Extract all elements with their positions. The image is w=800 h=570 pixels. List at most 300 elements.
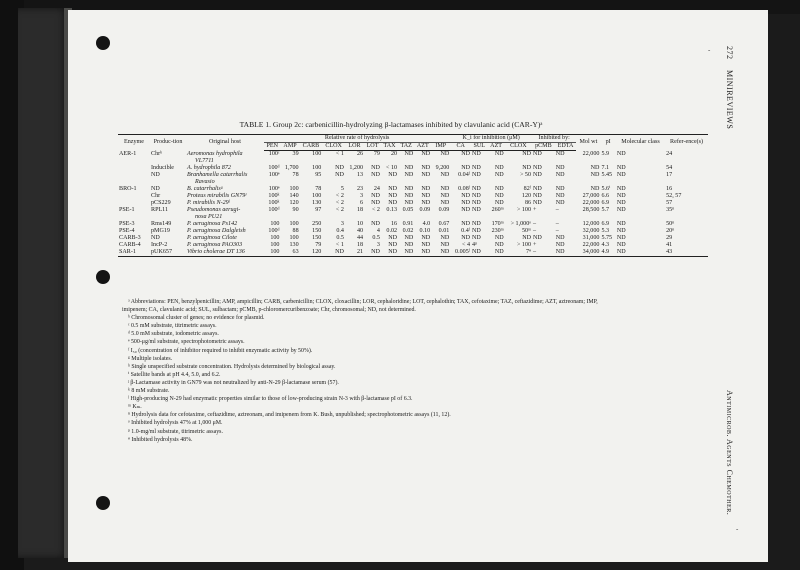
cell-edta: ND [555,171,565,178]
cell-lor: 3 [360,192,364,199]
footnote: ᶜ 0.5 mM substrate, titrimetric assays. [128,323,217,330]
cell-kazt: ND [494,199,504,206]
cell-kazt: ND [488,249,505,257]
cell-kclox: > 100 [516,241,532,248]
cell-prod: pMG19 [151,227,170,234]
col-host: Original host [186,135,264,151]
cell-clox: < 1 [335,241,344,248]
cell-pen: 100 [270,241,280,248]
cell-ca: ND [461,206,471,213]
cell-ca: 0.005ᶠ [450,249,471,257]
host-name: P. mirabilis N-29ˡ [187,199,230,206]
cell-azt: ND [421,151,431,157]
cell-host [186,172,264,186]
cell-ref: 17 [666,171,673,178]
cell-pi: 5.9 [601,150,610,157]
cell-taz: 0.02 [402,227,414,234]
cell-carb: 95 [315,171,322,178]
col-references: Refer-ence(s) [665,135,708,151]
cell-amp: 1,700 [284,164,299,171]
cell-enzyme: BRO-1 [119,185,137,192]
cell-amp: 39 [292,151,299,157]
cell-azt: ND [421,199,431,206]
cell-kazt: ND [494,171,504,178]
cell-kazt: ND [494,192,504,199]
cell-pi: 4.3 [601,241,610,248]
cell-pi: 6.6 [601,192,610,199]
cell-mw: 12,000 [582,220,600,227]
cell-clox: 5 [340,185,344,192]
cell-enzyme: AER-1 [119,150,137,157]
cell-clox: 0.4 [336,227,344,234]
cell-mw: 28,500 [582,206,600,213]
cell-ca: ND [461,164,471,171]
cell-pcmb: + [533,241,537,248]
cell-enzyme [118,172,150,186]
cell-enzyme [118,193,150,200]
cell-pcmb: ND [533,199,542,206]
cell-pi: 5.3 [601,227,610,234]
cell-ca: ND [461,151,471,157]
cell-ref: 57 [666,199,673,206]
cell-host [186,186,264,193]
host-name: B. catarrhalisᵍ [187,185,223,192]
cell-cls: ND [616,249,665,257]
table-row [118,242,708,249]
cell-ca: 0.04ᶠ [458,171,471,178]
cell-taz: 0.05 [402,206,414,213]
cell-clox: < 2 [335,199,344,206]
cell-taz: ND [404,199,414,206]
cell-amp: 120 [289,199,299,206]
cell-clox: ND [322,249,345,257]
cell-kazt: ND [494,241,504,248]
footnote: imipenem; CA, clavulanic acid; SUL, sulbactam; pCMB, p-chloromercuribenzoate; Chr, chromosomal; ND, not determined. [122,307,416,314]
cell-amp: 100 [289,220,299,227]
cell-tax: ND [388,241,398,248]
cell-kclox: 120 [521,192,532,199]
cell-ca: ND [461,234,471,241]
col-pcmb: pCMB [532,143,555,151]
col-lor: LOR [345,143,364,151]
cell-kazt: 170ᵐ [491,220,504,227]
cell-lot: 79 [373,151,380,157]
cell-prod: ND [151,185,160,192]
cell-enzyme [118,200,150,207]
cell-cls: ND [616,192,626,199]
col-pen: PEN [264,143,280,151]
col-carb: CARB [300,143,323,151]
cell-azt: ND [414,249,431,257]
cell-azt: ND [421,171,431,178]
cell-mw: 27,000 [582,192,600,199]
cell-enzyme: PSE-4 [119,227,135,234]
cell-imp: ND [440,234,450,241]
cell-taz: ND [404,164,414,171]
cell-lor: 23 [356,185,364,192]
cell-lot: 4 [376,227,380,234]
cell-amp: 63 [280,249,299,257]
cell-ca: < 4 [462,241,471,248]
cell-cls: ND [616,234,626,241]
cell-kazt: 260ᵐ [491,206,504,213]
cell-carb: 100 [312,164,322,171]
cell-imp: ND [440,185,450,192]
cell-amp: 100 [289,185,299,192]
cell-pen: 100 [270,234,280,241]
book-binding [18,8,70,558]
footnote: ⁱ Satellite bands at pH 4.4, 5.0, and 6.2. [128,371,221,378]
cell-prod: pCS229 [151,199,171,206]
table-row [118,193,708,200]
col-tax: TAX [381,143,398,151]
cell-pi: 4.9 [600,249,615,257]
cell-enzyme: CARB-3 [119,234,141,241]
cell-tax: ND [381,249,398,257]
col-imp: IMP [431,143,450,151]
cell-sul: 4ᵖ [472,241,477,248]
cell-lot: ND [371,171,380,178]
cell-pi: 6.9 [601,199,610,206]
footnote: ⁿ Hydrolysis data for cefotaxime, ceftazidime, aztreonam, and imipenem from K. Bush, unpublished; spectrophotometric assays (11, 12). [128,412,451,419]
cell-edta: ND [555,164,565,171]
col-ki-ca: CA [450,143,471,151]
table-body [118,151,708,257]
cell-sul: ND [472,220,481,227]
host-name: Aeromonas hydrophila [187,150,243,157]
host-name: Branhamella catarrhalis [187,171,248,178]
cell-lor: 44 [356,234,364,241]
cell-pcmb: ND [533,164,542,171]
cell-pi: 5.75 [601,234,613,241]
cell-cls: ND [616,171,626,178]
col-mol-wt: Mol wt [576,135,600,151]
footnote: ˡ High-producing N-29 had enzymatic properties similar to those of low-producing strain N-3 with β-lactamase pI of 6.3. [128,396,413,403]
footnote: ᵖ 1.0-mg/ml substrate, titrimetric assays. [128,428,223,435]
col-amp: AMP [280,143,299,151]
host-name: Pseudomonas aerugi- [187,206,241,213]
col-pi: pI [600,135,615,151]
group-inhibited: Inhibited by: [532,135,576,143]
cell-taz: ND [404,234,414,241]
cell-amp: 88 [292,227,299,234]
cell-pen: 100ᵈ [268,206,280,213]
cell-taz: ND [398,249,414,257]
col-azt: AZT [414,143,431,151]
cell-host [186,151,264,165]
cell-clox: ND [335,171,344,178]
col-edta: EDTA [555,143,577,151]
cell-pcmb: ND [533,151,542,157]
cell-ref: 20ⁿ [666,227,675,234]
cell-edta: ND [555,192,565,199]
cell-prod: Rms149 [151,220,172,227]
cell-edta: – [555,227,559,234]
host-name-cont: nosa PU21 [195,213,223,220]
col-enzyme: Enzyme [118,135,150,151]
cell-prod: RPL11 [151,206,169,213]
col-ki-clox: CLOX [505,143,532,151]
cell-mw: ND [590,185,600,192]
table-row [118,207,708,221]
cell-host [186,193,264,200]
cell-tax: ND [388,171,398,178]
cell-edta: ND [555,185,565,192]
cell-pcmb: – [533,227,537,234]
cell-clox: < 1 [335,151,344,157]
cell-pen: 100ᵉ [268,171,280,178]
footnote: ᵐ Kₘ. [128,404,142,411]
cell-pen: 100ᶜ [268,151,280,157]
cell-pcmb: ND [533,234,542,241]
cell-mw: ND [590,164,600,171]
running-head: MINIREVIEWS [725,70,734,130]
cell-lot: ND [371,192,380,199]
margin-mark: - [708,46,711,54]
cell-pcmb: ND [533,171,542,178]
cell-sul: ND [471,249,487,257]
cell-carb: 250 [312,220,322,227]
cell-azt: 0.09 [419,206,431,213]
cell-lot: ND [371,220,380,227]
cell-taz: ND [404,151,414,157]
cell-cls: ND [616,199,626,206]
cell-ref: 50ⁿ [666,220,675,227]
cell-edta: – [555,206,559,213]
cell-tax: 16 [390,220,398,227]
col-taz: TAZ [398,143,414,151]
cell-mw: 31,000 [582,234,600,241]
cell-taz: ND [404,192,414,199]
margin-mark: - [736,525,739,533]
cell-ca: 0.4ᶠ [461,227,471,234]
cell-kazt: ND [494,164,504,171]
cell-ca: ND [461,220,471,227]
cell-cls: ND [616,150,626,157]
cell-edta: ND [555,234,565,241]
cell-tax: ND [388,199,398,206]
cell-sul: ND [472,171,481,178]
cell-lot: 0.5 [372,234,380,241]
cell-prod: ND [151,234,160,241]
cell-prod: IncP-2 [151,241,168,248]
cell-carb: 100 [312,192,322,199]
col-ki-sul: SUL [471,143,487,151]
cell-cls: ND [616,241,626,248]
cell-ref: 24 [666,150,673,157]
cell-edta: ND [555,249,577,257]
cell-sul: ND [472,151,481,157]
cell-azt: ND [421,234,431,241]
footnote: ʰ Single unspecified substrate concentration. Hydrolysis determined by biological assay. [128,363,336,370]
cell-lor: 18 [356,206,364,213]
table-row [118,151,708,165]
cell-imp: ND [431,249,450,257]
cell-carb: 79 [315,241,322,248]
cell-prod: Chr [151,192,161,199]
cell-amp: 100 [289,234,299,241]
cell-imp: 0.09 [438,206,450,213]
host-name: P. aeruginosa Dalgleish [187,227,246,234]
footnote: ᵍ Multiple isolates. [128,355,173,362]
cell-azt: 4.0 [422,220,431,227]
cell-kclox: 82ᶠ [523,185,532,192]
footnote: ᵈ 5.0 mM substrate, iodometric assays. [128,331,219,338]
punch-hole [96,496,110,510]
cell-kazt: ND [494,185,504,192]
cell-kclox: > 1,000ᵒ [510,220,532,227]
document-page [68,10,768,562]
host-name: P. aeruginosa Cilote [187,234,237,241]
host-name: P. aeruginosa PAO303 [187,241,243,248]
cell-host [186,242,264,249]
cell-ref: 29 [666,234,673,241]
cell-pi: 5.7 [601,206,610,213]
cell-kazt: 230ᵐ [491,227,504,234]
cell-mw: 22,000 [582,241,600,248]
cell-imp: ND [440,171,450,178]
table-row [118,186,708,193]
cell-pi: 5.45 [601,171,613,178]
cell-azt: ND [421,241,431,248]
cell-imp: 9,200 [435,164,450,171]
cell-sul: ND [472,234,481,241]
cell-lot: ND [371,164,380,171]
host-name: Proteus mirabilis GN79ʲ [187,192,247,199]
cell-ref: 41 [666,241,673,248]
cell-host [186,249,264,257]
table-row [118,235,708,242]
cell-tax: ND [388,185,398,192]
cell-prod: Inducible [151,164,175,171]
cell-enzyme: PSE-1 [119,206,135,213]
cell-sul: ND [472,164,481,171]
footnote: ᵇ Chromosomal cluster of genes; no evidence for plasmid. [128,315,265,322]
cell-sul: ND [472,199,481,206]
cell-enzyme: PSE-3 [119,220,135,227]
cell-prod: pUK657 [150,249,186,257]
cell-ca: ND [461,199,471,206]
footnote: ᵒ Inhibited hydrolysis 47% at 1,000 μM. [128,420,223,427]
cell-carb: 130 [312,199,322,206]
cell-prod: ND [151,171,160,178]
cell-lor: 1,200 [349,164,364,171]
cell-carb: 150 [312,234,322,241]
col-molecular-class: Molecular class [616,135,665,151]
cell-cls: ND [616,220,626,227]
cell-lor: 40 [356,227,364,234]
cell-mw: 22,000 [582,199,600,206]
table-row [118,172,708,186]
cell-sul: ND [472,206,481,213]
cell-amp: 78 [292,171,299,178]
cell-amp: 90 [292,206,299,213]
cell-pen: 100 [264,249,280,257]
cell-host [186,200,264,207]
cell-ref: 43 [665,249,708,257]
col-production: Produc-tion [150,135,186,151]
cell-tax: 0.02 [386,227,398,234]
cell-tax: ND [388,192,398,199]
cell-taz: ND [404,241,414,248]
cell-lor: 10 [356,220,364,227]
cell-pcmb: ND [533,185,542,192]
host-name-cont: Ravasio [195,178,215,185]
cell-pen: 100ᵉ [268,185,280,192]
cell-edta: ND [555,199,565,206]
cell-lot: 3 [376,241,380,248]
cell-kclox: 50ᵐ [521,227,532,234]
cell-mw: 34,000 [576,249,600,257]
cell-tax: ND [388,234,398,241]
cell-taz: 0.91 [402,220,414,227]
punch-hole [96,270,110,284]
cell-kclox: > 100 [516,206,532,213]
cell-imp: ND [440,199,450,206]
data-table [118,134,708,257]
cell-cls: ND [616,227,626,234]
cell-kclox: ND [522,164,532,171]
cell-taz: ND [404,185,414,192]
table-row [118,200,708,207]
cell-lor: 18 [356,241,364,248]
cell-prod: Chrᵇ [151,150,163,157]
cell-carb: 100 [312,151,322,157]
cell-lor: 21 [345,249,364,257]
cell-carb: 78 [315,185,322,192]
cell-clox: 0.5 [336,234,344,241]
cell-carb: 120 [300,249,323,257]
cell-lot: < 2 [371,206,380,213]
cell-cls: ND [616,185,626,192]
host-name-cont: VL7711 [195,157,214,164]
cell-kclox: ND [522,234,532,241]
cell-ref: 35ⁿ [666,206,675,213]
journal-name: Antimicrob. Agents Chemother. [725,390,734,516]
cell-amp: 140 [289,192,299,199]
cell-mw: 32,000 [582,227,600,234]
cell-pcmb: – [532,249,555,257]
cell-tax: < 10 [386,164,398,171]
cell-edta: – [555,220,559,227]
cell-imp: ND [440,241,450,248]
cell-azt: ND [421,192,431,199]
cell-lor: 26 [356,151,364,157]
cell-clox: 3 [340,220,344,227]
cell-amp: 130 [289,241,299,248]
cell-host [186,221,264,228]
cell-enzyme: CARB-4 [119,241,141,248]
footnote: ʲ β-Lactamase activity in GN79 was not neutralized by anti-N-29 β-lactamase serum (57). [128,379,339,386]
footnote: ᶠ I₅₀ (concentration of inhibitor required to inhibit enzymatic activity by 50%). [128,347,313,354]
cell-pen: 100 [270,220,280,227]
footnote: ᵉ 500-μg/ml substrate, spectrophotometric assays. [128,339,245,346]
footnote: ᵠ Inhibited hydrolysis 48%. [128,436,193,443]
cell-lor: 13 [356,171,364,178]
cell-clox: < 2 [335,192,344,199]
cell-kazt: ND [494,234,504,241]
cell-ref: 54 [666,164,673,171]
cell-lot: ND [371,199,380,206]
group-ki: K_i for inhibition (μM) [450,135,532,143]
cell-pen: 100ᵏ [268,192,280,199]
cell-ca: 0.08ᶠ [458,185,471,192]
cell-sul: ND [472,192,481,199]
cell-enzyme [118,165,150,172]
cell-kclox: ND [522,151,532,157]
cell-clox: < 2 [335,206,344,213]
cell-imp: 0.67 [438,220,450,227]
